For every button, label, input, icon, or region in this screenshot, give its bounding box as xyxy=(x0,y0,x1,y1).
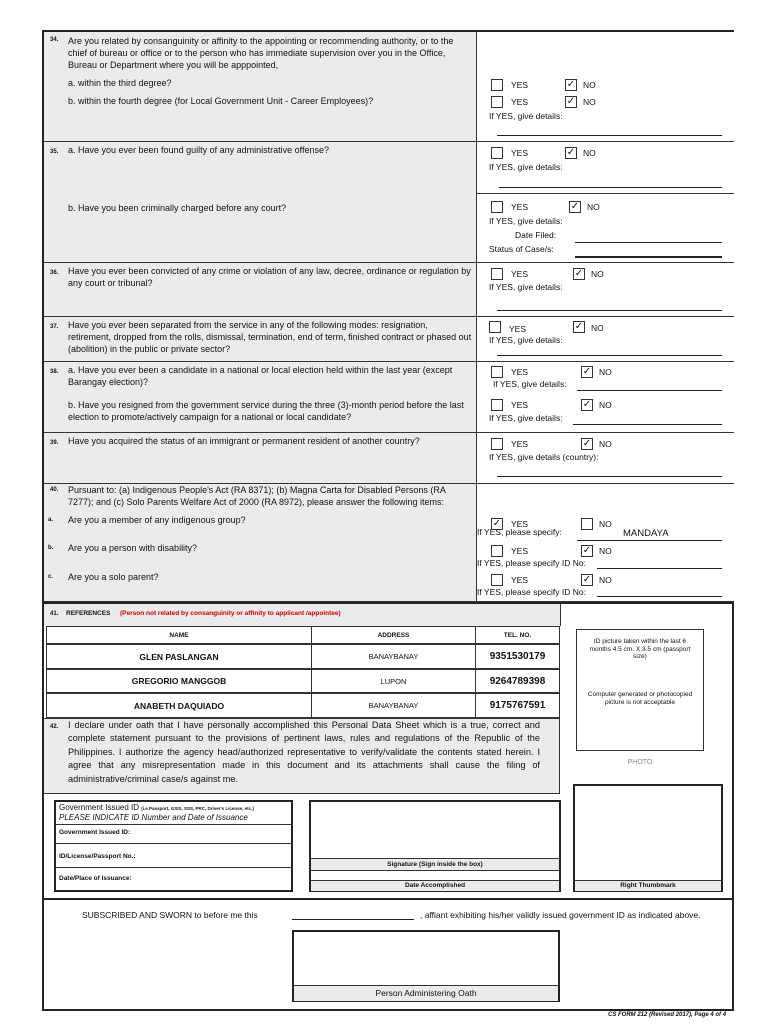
yes-label: YES xyxy=(511,546,529,556)
yes-label: YES xyxy=(511,575,529,585)
no-label: NO xyxy=(583,80,596,90)
details-label: If YES, give details: xyxy=(489,162,563,172)
q40a-yes-checkbox[interactable]: ✓ xyxy=(492,518,502,529)
q40b-yes-checkbox[interactable] xyxy=(491,545,503,557)
country-details-label: If YES, give details (country): xyxy=(489,452,599,462)
yes-label: YES xyxy=(511,439,529,449)
no-label: NO xyxy=(599,519,612,529)
ref-header-tel xyxy=(475,626,560,644)
details-label: If YES, give details: xyxy=(489,216,563,226)
ref-tel: 9175767591 xyxy=(489,700,546,711)
divider xyxy=(56,867,291,868)
q34b-no-checkbox[interactable]: ✓ xyxy=(566,96,576,107)
q40c-text: Are you a solo parent? xyxy=(68,572,159,582)
specify-id-label: If YES, please specify ID No: xyxy=(477,587,586,597)
q39-number: 39. xyxy=(50,440,59,446)
q37-no-checkbox[interactable]: ✓ xyxy=(574,321,584,332)
signature-box[interactable] xyxy=(309,800,561,892)
yes-label: YES xyxy=(511,80,529,90)
q40a-specify-line[interactable] xyxy=(577,540,722,541)
photo-warning: Computer generated or photocopied picture is not acceptable xyxy=(587,691,693,706)
thumbmark-label: Right Thumbmark xyxy=(575,880,721,891)
ref-address: BANAYBANAY xyxy=(368,652,419,661)
oath-label: Person Administering Oath xyxy=(294,985,558,1001)
q40a-label: a. xyxy=(48,517,54,523)
yes-label: YES xyxy=(511,202,529,212)
q36-no-checkbox[interactable]: ✓ xyxy=(574,268,584,279)
photo-label: PHOTO xyxy=(627,759,653,766)
yes-label: YES xyxy=(511,97,529,107)
q40b-no-checkbox[interactable]: ✓ xyxy=(582,545,592,556)
yes-label: YES xyxy=(511,400,529,410)
q38-question xyxy=(44,362,476,433)
status-label: Status of Case/s: xyxy=(489,244,554,254)
q34-answer xyxy=(476,32,734,142)
ref-address: LUPON xyxy=(380,676,407,686)
ref-tel: 9351530179 xyxy=(489,651,546,662)
q34a-no-checkbox[interactable]: ✓ xyxy=(566,79,576,90)
date-filed-label: Date Filed: xyxy=(515,230,557,240)
status-line[interactable] xyxy=(575,256,722,258)
q34-details-line[interactable] xyxy=(497,135,722,136)
q38b-yes-checkbox[interactable] xyxy=(491,399,503,411)
q38-answer xyxy=(476,362,734,433)
sworn-date-line[interactable] xyxy=(292,919,414,920)
ref-row-2-name[interactable] xyxy=(46,669,312,693)
q39-question xyxy=(44,433,476,484)
date-filed-line[interactable] xyxy=(575,242,722,243)
details-label: If YES, give details: xyxy=(489,413,563,423)
form-footer: CS FORM 212 (Revised 2017), Page 4 of 4 xyxy=(608,1012,727,1018)
q38b-text: b. Have you resigned from the government service during the three (3)-month period before the last election to promote/actively campaign for a national or local candidate? xyxy=(68,400,464,422)
q38-number: 38. xyxy=(50,369,59,375)
q40c-label: c. xyxy=(48,574,54,580)
q38a-details-line[interactable] xyxy=(577,390,722,391)
q35a-answer xyxy=(476,142,734,194)
govid-number-label: ID/License/Passport No.: xyxy=(59,853,136,860)
no-label: NO xyxy=(599,575,612,585)
no-label: NO xyxy=(583,97,596,107)
q38a-yes-checkbox[interactable] xyxy=(491,366,503,378)
specify-id-label: If YES, please specify ID No: xyxy=(477,558,586,568)
details-label: If YES, give details: xyxy=(489,282,563,292)
q40c-no-checkbox[interactable]: ✓ xyxy=(582,574,592,585)
photo-box[interactable] xyxy=(576,629,704,751)
references-title: REFERENCES xyxy=(66,610,111,617)
government-id-box xyxy=(54,800,293,892)
specify-label: If YES, please specify: xyxy=(477,527,562,537)
govid-examples: (i.e.Passport, GSIS, SSS, PRC, Driver's License, etc.) xyxy=(141,806,254,811)
yes-label: YES xyxy=(511,148,529,158)
q38a-text: a. Have you ever been a candidate in a national or local election held within the last year (except Barangay election)? xyxy=(68,365,453,387)
divider xyxy=(56,824,291,825)
ref-row-3-address[interactable] xyxy=(311,693,476,718)
declaration xyxy=(44,718,560,794)
ref-name: GLEN PASLANGAN xyxy=(139,651,219,662)
ref-name: ANABETH DAQUIADO xyxy=(133,700,225,711)
q34a-yes-checkbox[interactable] xyxy=(491,79,503,91)
q35-question xyxy=(44,142,476,194)
q36-yes-checkbox[interactable] xyxy=(491,268,503,280)
q40-text: Pursuant to: (a) Indigenous People's Act (RA 8371); (b) Magna Carta for Disabled Persons (RA 7277); and (c) Solo Parents Welfare Act of 2000 (RA 8972), please answer the following items: xyxy=(68,485,446,507)
signature-label: Signature (Sign inside the box) xyxy=(311,858,559,871)
q37-text: Have you ever been separated from the service in any of the following modes: resignation, retirement, dropped from the rolls, dismissal, termination, end of term, finished contract or phased out (abolition) in the public or private sector? xyxy=(68,320,472,354)
q36-text: Have you ever been convicted of any crime or violation of any law, decree, ordinance or regulation by any court or tribunal? xyxy=(68,266,471,288)
ref-header-address xyxy=(311,626,476,644)
ref-row-1-name[interactable] xyxy=(46,644,312,669)
ref-address: BANAYBANAY xyxy=(368,701,419,710)
q40a-text: Are you a member of any indigenous group? xyxy=(68,515,246,525)
q40b-label: b. xyxy=(48,545,54,551)
ref-name: GREGORIO MANGGOB xyxy=(131,676,227,686)
references-note: (Person not related by consanguinity or affinity to applicant /appointee) xyxy=(120,610,341,617)
no-label: NO xyxy=(599,400,612,410)
no-label: NO xyxy=(599,439,612,449)
q39-yes-checkbox[interactable] xyxy=(491,438,503,450)
yes-label: YES xyxy=(509,324,527,334)
q35b-answer xyxy=(476,194,734,263)
q36-details-line[interactable] xyxy=(497,310,722,311)
q40-answer xyxy=(476,484,734,602)
ref-row-2-address[interactable] xyxy=(311,669,476,693)
q38a-no-checkbox[interactable]: ✓ xyxy=(582,366,592,377)
q40b-id-line[interactable] xyxy=(597,568,722,569)
govid-date-label: Date/Place of Issuance: xyxy=(59,875,132,882)
ref-row-3-name[interactable] xyxy=(46,693,312,718)
q36-question xyxy=(44,263,476,317)
ref-row-1-tel[interactable] xyxy=(475,644,560,669)
divider xyxy=(56,843,291,844)
oath-box[interactable] xyxy=(292,930,560,1002)
declaration-text: I declare under oath that I have personally accomplished this Personal Data Sheet which is a true, correct and complete statement pursuant to the provisions of pertinent laws, rules and regulations of the Republic of the Philippines. I authorize the agency head/authorized representative to verify/validate the contents stated herein. I agree that any misrepresentation made in this document and its attachments shall cause the filing of administrative/criminal case/s against me. xyxy=(68,720,540,784)
ref-tel: 9264789398 xyxy=(489,675,546,687)
header-label: TEL. NO. xyxy=(503,631,532,639)
q34a-text: a. within the third degree? xyxy=(68,78,172,88)
no-label: NO xyxy=(583,148,596,158)
sworn-affiant-text: , affiant exhibiting his/her validly issued government ID as indicated above. xyxy=(420,910,701,920)
q35b-no-checkbox[interactable]: ✓ xyxy=(570,201,580,212)
q36-number: 36. xyxy=(50,270,59,276)
q35a-details-line[interactable] xyxy=(499,187,722,188)
header-label: ADDRESS xyxy=(377,631,410,639)
q35a-yes-checkbox[interactable] xyxy=(491,147,503,159)
q40-number: 40. xyxy=(50,487,59,493)
govid-title-text: Government Issued ID xyxy=(59,803,140,812)
photo-instructions: ID picture taken within the last 6 months 4.5 cm. X 3.5 cm (passport size) xyxy=(589,638,691,660)
q40-question xyxy=(44,484,476,602)
details-label: If YES, give details: xyxy=(489,111,563,121)
q37-question xyxy=(44,317,476,362)
q35a-no-checkbox[interactable]: ✓ xyxy=(566,147,576,158)
no-label: NO xyxy=(587,202,600,212)
govid-subtitle: PLEASE INDICATE ID Number and Date of Issuance xyxy=(59,813,248,822)
sworn-divider xyxy=(44,898,734,900)
q39-answer xyxy=(476,433,734,484)
q40c-yes-checkbox[interactable] xyxy=(491,574,503,586)
q34-number: 34. xyxy=(50,37,59,43)
indigenous-group-value[interactable]: MANDAYA xyxy=(623,528,669,539)
ref-row-2-tel[interactable] xyxy=(475,669,560,693)
q35a-text: a. Have you ever been found guilty of any administrative offense? xyxy=(68,145,329,155)
no-label: NO xyxy=(591,323,604,333)
q35-number: 35. xyxy=(50,149,59,155)
q38b-no-checkbox[interactable]: ✓ xyxy=(582,399,592,410)
sworn-text: SUBSCRIBED AND SWORN to before me this xyxy=(82,910,258,920)
q35b-question xyxy=(44,194,476,263)
govid-title xyxy=(59,803,254,812)
details-label: If YES, give details: xyxy=(493,379,567,389)
q37-answer xyxy=(476,317,734,362)
q34b-yes-checkbox[interactable] xyxy=(491,96,503,108)
q38b-details-line[interactable] xyxy=(573,424,722,425)
date-accomplished-label: Date Accomplished xyxy=(311,880,559,891)
ref-row-1-address[interactable] xyxy=(311,644,476,669)
q41-number: 41. xyxy=(50,611,59,617)
q34-text: Are you related by consanguinity or affinity to the appointing or recommending authority, or to the chief of bureau or office or to the person who has immediate supervision over you in the Office, Bureau or Department where you will be apppointed, xyxy=(68,36,454,70)
q40b-text: Are you a person with disability? xyxy=(68,543,198,553)
q34-question xyxy=(44,32,476,142)
references-header xyxy=(44,604,561,626)
header-label: NAME xyxy=(169,631,189,639)
no-label: NO xyxy=(599,546,612,556)
q40a-no-checkbox[interactable] xyxy=(581,518,593,530)
q39-no-checkbox[interactable]: ✓ xyxy=(582,438,592,449)
govid-type-label: Government Issued ID: xyxy=(59,829,131,836)
yes-label: YES xyxy=(511,519,529,529)
pds-page-4 xyxy=(42,30,734,1011)
no-label: NO xyxy=(599,367,612,377)
q39-details-line[interactable] xyxy=(497,476,722,477)
ref-header-name xyxy=(46,626,312,644)
q37-number: 37. xyxy=(50,324,59,330)
details-label: If YES, give details: xyxy=(489,335,563,345)
no-label: NO xyxy=(591,269,604,279)
yes-label: YES xyxy=(511,367,529,377)
thumbmark-box[interactable] xyxy=(573,784,723,892)
q39-text: Have you acquired the status of an immigrant or permanent resident of another country? xyxy=(68,436,420,446)
q36-answer xyxy=(476,263,734,317)
yes-label: YES xyxy=(511,269,529,279)
q42-number: 42. xyxy=(50,724,59,730)
q34b-text: b. within the fourth degree (for Local Government Unit - Career Employees)? xyxy=(68,96,374,106)
q40c-id-line[interactable] xyxy=(597,596,722,597)
q37-details-line[interactable] xyxy=(497,355,722,356)
ref-row-3-tel[interactable] xyxy=(475,693,560,718)
q35b-yes-checkbox[interactable] xyxy=(491,201,503,213)
q37-yes-checkbox[interactable] xyxy=(489,321,501,333)
q35b-text: b. Have you been criminally charged before any court? xyxy=(68,203,287,213)
